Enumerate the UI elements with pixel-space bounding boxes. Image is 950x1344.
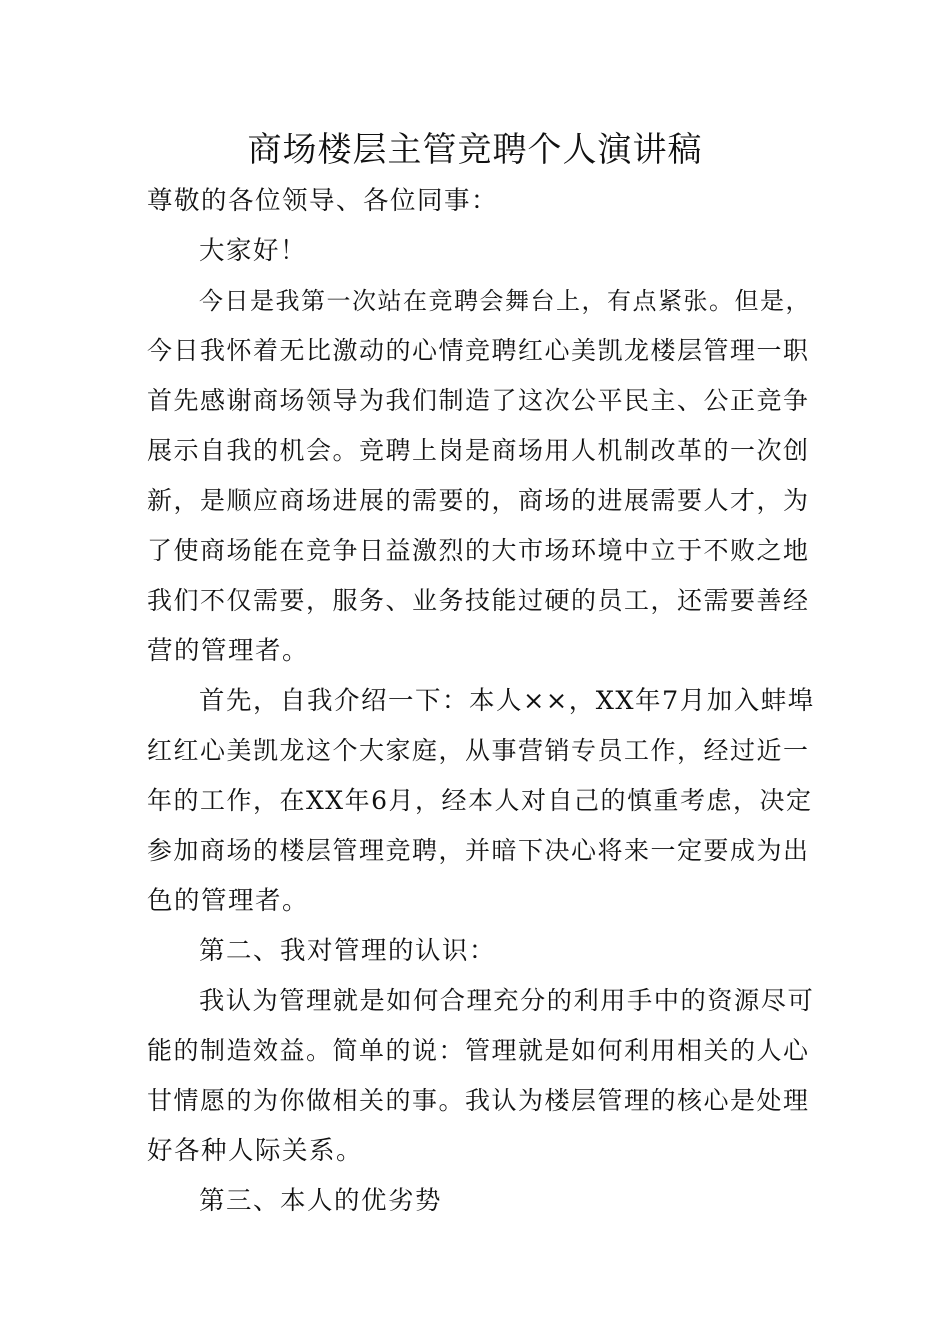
- body-line: 参加商场的楼层管理竞聘，并暗下决心将来一定要成为出: [147, 836, 810, 865]
- body-line: 第三、本人的优劣势: [199, 1186, 443, 1216]
- body-line: 首先，自我介绍一下：本人××，XX年7月加入蚌埠: [199, 686, 815, 716]
- body-line: 好各种人际关系。: [147, 1136, 364, 1166]
- body-line: 展示自我的机会。竞聘上岗是商场用人机制改革的一次创: [147, 436, 810, 465]
- body-line: 我们不仅需要，服务、业务技能过硬的员工，还需要善经: [147, 586, 810, 615]
- body-line: 首先感谢商场领导为我们制造了这次公平民主、公正竞争: [147, 386, 810, 415]
- body-line: 色的管理者。: [147, 886, 310, 916]
- body-line: 大家好！: [199, 236, 308, 266]
- body-line: 尊敬的各位领导、各位同事：: [147, 186, 499, 216]
- body-line: 今日我怀着无比激动的心情竞聘红心美凯龙楼层管理一职: [147, 336, 810, 365]
- body-line: 今日是我第一次站在竞聘会舞台上，有点紧张。但是，: [199, 287, 811, 315]
- body-line: 年的工作，在XX年6月，经本人对自己的慎重考虑，决定: [147, 786, 813, 815]
- body-line: 能的制造效益。简单的说：管理就是如何利用相关的人心: [147, 1036, 810, 1065]
- body-line: 营的管理者。: [147, 636, 310, 666]
- body-line: 甘情愿的为你做相关的事。我认为楼层管理的核心是处理: [147, 1086, 810, 1115]
- document-title: 商场楼层主管竞聘个人演讲稿: [247, 130, 703, 170]
- document-body: [147, 176, 815, 1226]
- body-line: 了使商场能在竞争日益激烈的大市场环境中立于不败之地: [147, 536, 810, 565]
- body-line: 新，是顺应商场进展的需要的，商场的进展需要人才，为: [147, 486, 810, 515]
- body-line: 第二、我对管理的认识：: [199, 936, 497, 966]
- body-line: 红红心美凯龙这个大家庭，从事营销专员工作，经过近一: [147, 736, 810, 765]
- body-line: 我认为管理就是如何合理充分的利用手中的资源尽可: [199, 986, 815, 1015]
